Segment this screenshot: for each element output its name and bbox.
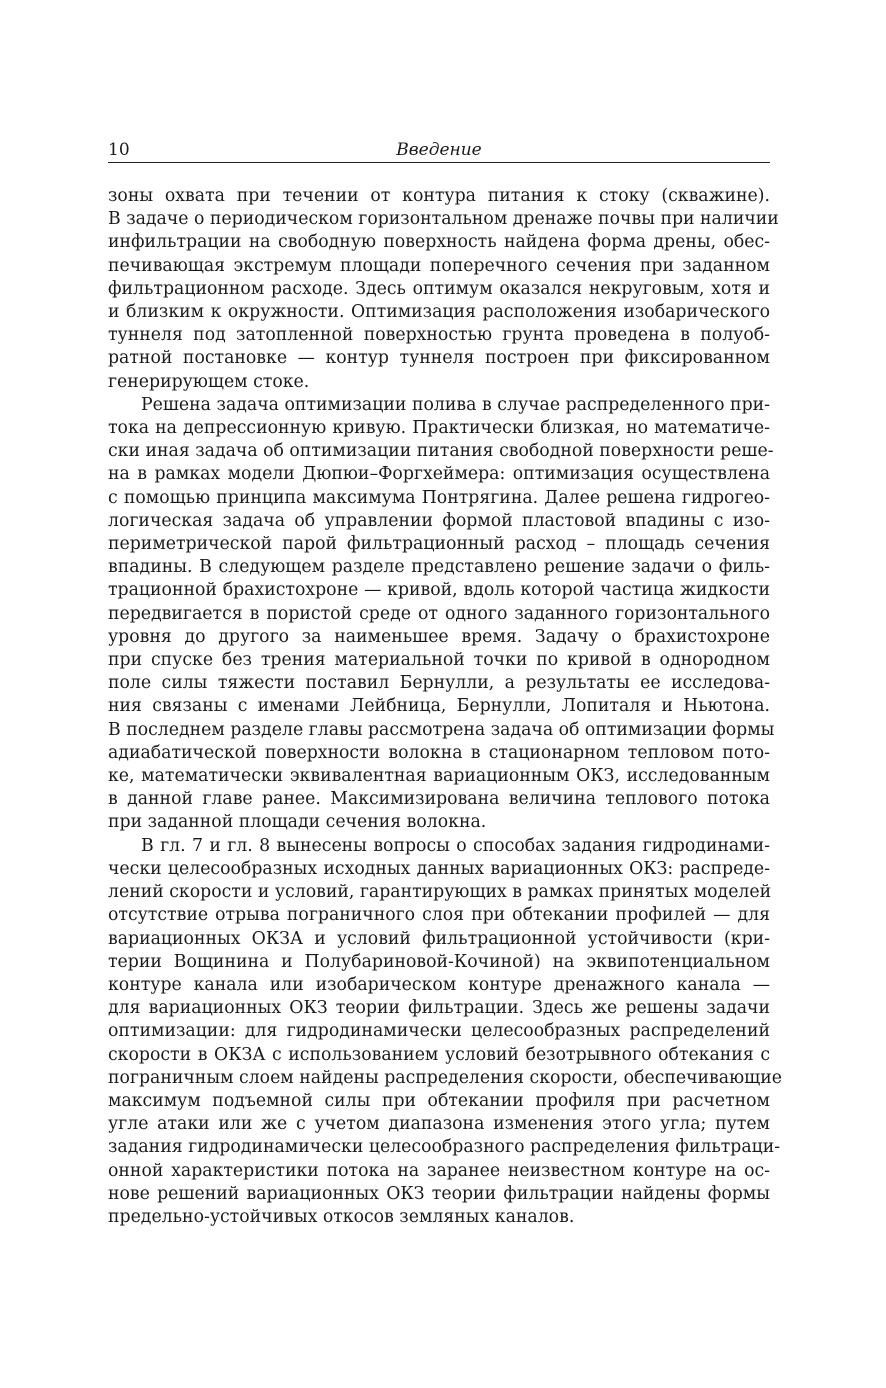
- text-line: ке, математически эквивалентная вариационным ОКЗ, исследованным: [108, 766, 770, 787]
- body-text: [108, 185, 782, 1229]
- text-line: В последнем разделе главы рассмотрена задача об оптимизации формы: [108, 719, 775, 740]
- text-line: угле атаки или же с учетом диапазона изменения этого угла; путем: [108, 1114, 770, 1135]
- text-line: скорости в ОКЗА с использованием условий безотрывного обтекания с: [108, 1044, 770, 1065]
- text-line: и близким к окружности. Оптимизация расположения изобарического: [108, 302, 770, 323]
- text-line: уровня до другого за наименьшее время. Задачу о брахистохроне: [108, 626, 770, 647]
- text-line: терии Вощинина и Полубариновой-Кочиной) на эквипотенциальном: [108, 951, 770, 972]
- text-line: при заданной площади сечения волокна.: [108, 812, 487, 833]
- paragraph: [108, 185, 779, 394]
- text-line: вариационных ОКЗА и условий фильтрационной устойчивости (кри-: [108, 928, 770, 949]
- text-line: поле силы тяжести поставил Бернулли, а результаты ее исследова-: [108, 673, 770, 694]
- text-line: онной характеристики потока на заранее неизвестном контуре на ос-: [108, 1160, 770, 1181]
- text-line: В гл. 7 и гл. 8 вынесены вопросы о способах задания гидродинами-: [141, 835, 770, 856]
- text-line: пограничным слоем найдены распределения скорости, обеспечивающие: [108, 1067, 782, 1088]
- text-line: нове решений вариационных ОКЗ теории фильтрации найдены формы: [108, 1183, 770, 1204]
- text-line: ратной постановке — контур туннеля построен при фиксированном: [108, 348, 770, 369]
- text-line: впадины. В следующем разделе представлено решение задачи о филь-: [108, 557, 770, 578]
- paragraph: [108, 394, 775, 835]
- text-line: инфильтрации на свободную поверхность найдена форма дрены, обес-: [108, 232, 770, 253]
- running-head: [108, 138, 770, 163]
- text-line: максимум подъемной силы при обтекании профиля при расчетном: [108, 1090, 770, 1111]
- text-line: зоны охвата при течении от контура питания к стоку (скважине).: [108, 186, 770, 206]
- text-line: фильтрационном расходе. Здесь оптимум оказался некруговым, хотя и: [108, 278, 770, 299]
- paragraph: [108, 835, 782, 1229]
- text-line: для вариационных ОКЗ теории фильтрации. Здесь же решены задачи: [108, 998, 770, 1019]
- text-line: лений скорости и условий, гарантирующих в рамках принятых моделей: [108, 882, 772, 903]
- text-line: оптимизации: для гидродинамически целесообразных распределений: [108, 1021, 770, 1042]
- text-line: в данной главе ранее. Максимизирована величина теплового потока: [108, 789, 770, 810]
- book-page: [108, 138, 782, 1229]
- text-line: В задаче о периодическом горизонтальном дренаже почвы при наличии: [108, 209, 779, 230]
- running-title: Введение: [396, 140, 482, 160]
- text-line: при спуске без трения материальной точки по кривой в однородном: [108, 650, 770, 671]
- text-line: задания гидродинамически целесообразного распределения фильтраци-: [108, 1137, 781, 1158]
- text-line: чески целесообразных исходных данных вариационных ОКЗ: распреде-: [108, 858, 770, 879]
- text-line: предельно-устойчивых откосов земляных каналов.: [108, 1206, 575, 1227]
- text-line: с помощью принципа максимума Понтрягина. Далее решена гидрогео-: [108, 487, 770, 508]
- text-line: передвигается в пористой среде от одного заданного горизонтального: [108, 603, 770, 624]
- text-line: Решена задача оптимизации полива в случае распределенного при-: [141, 394, 770, 415]
- page-number: 10: [108, 140, 130, 160]
- text-line: ски иная задача об оптимизации питания свободной поверхности реше-: [108, 441, 774, 462]
- text-line: тока на депрессионную кривую. Практически близкая, но математиче-: [108, 418, 770, 439]
- text-line: отсутствие отрыва пограничного слоя при обтекании профилей — для: [108, 905, 770, 926]
- text-line: туннеля под затопленной поверхностью грунта проведена в полуоб-: [108, 325, 770, 346]
- text-line: контуре канала или изобарическом контуре дренажного канала —: [108, 974, 770, 995]
- text-line: печивающая экстремум площади поперечного сечения при заданном: [108, 255, 770, 276]
- text-line: ния связаны с именами Лейбница, Бернулли, Лопиталя и Ньютона.: [108, 696, 770, 717]
- text-line: адиабатической поверхности волокна в стационарном тепловом пото-: [108, 742, 770, 763]
- text-line: трационной брахистохроне — кривой, вдоль которой частица жидкости: [108, 580, 770, 601]
- text-line: генерирующем стоке.: [108, 371, 310, 392]
- text-line: логическая задача об управлении формой пластовой впадины с изо-: [108, 510, 770, 531]
- text-line: на в рамках модели Дюпюи–Форгхеймера: оптимизация осуществлена: [108, 464, 770, 485]
- text-line: периметрической парой фильтрационный расход – площадь сечения: [108, 534, 770, 555]
